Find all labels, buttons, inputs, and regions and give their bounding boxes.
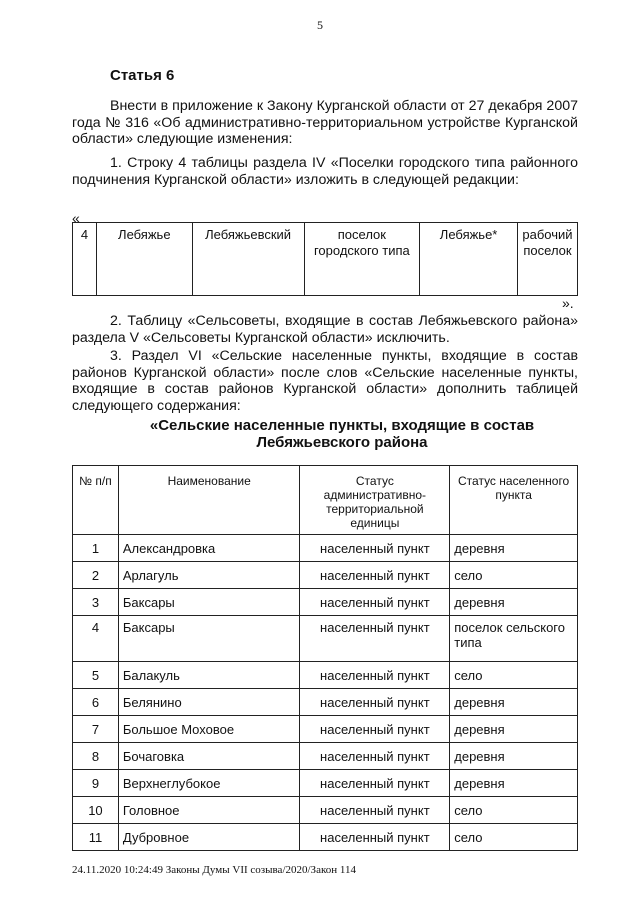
table-cell: рабочий поселок — [517, 223, 577, 296]
table-row — [73, 824, 578, 851]
settlement-name: Баксары — [118, 616, 300, 662]
table-cell: 4 — [73, 223, 97, 296]
admin-status: населенный пункт — [300, 797, 450, 824]
column-header: Статус населенного пункта — [450, 466, 578, 535]
page-number: 5 — [317, 18, 323, 32]
admin-status: населенный пункт — [300, 535, 450, 562]
admin-status: населенный пункт — [300, 616, 450, 662]
intro-paragraph: Внести в приложение к Закону Курганской области от 27 декабря 2007 года № 316 «Об административно-территориальном устройстве Курганской области» следующие изменения: — [72, 98, 578, 147]
column-header: № п/п — [73, 466, 119, 535]
settlement-name: Баксары — [118, 589, 300, 616]
table-header-row — [73, 466, 578, 535]
admin-status: населенный пункт — [300, 716, 450, 743]
table-title — [72, 417, 612, 451]
table-row — [73, 535, 578, 562]
table-row — [73, 797, 578, 824]
settlement-name: Дубровное — [118, 824, 300, 851]
row-number: 4 — [73, 616, 119, 662]
admin-status: населенный пункт — [300, 824, 450, 851]
table-row — [73, 616, 578, 662]
admin-status: населенный пункт — [300, 743, 450, 770]
table-cell: Лебяжьевский — [192, 223, 304, 296]
row-number: 6 — [73, 689, 119, 716]
quote-open: « — [72, 210, 80, 226]
table-title-line-1: «Сельские населенные пункты, входящие в состав — [149, 417, 535, 434]
settlement-type: деревня — [450, 589, 578, 616]
settlement-name: Александровка — [118, 535, 300, 562]
settlement-name: Арлагуль — [118, 562, 300, 589]
settlement-name: Головное — [118, 797, 300, 824]
settlement-type: деревня — [450, 535, 578, 562]
item-3-paragraph: 3. Раздел VI «Сельские населенные пункты, входящие в состав районов Курганской области» после слов «Сельские населенные пункты, входящие в состав районов Курганской области» дополнить таблицей следующего содержания: — [72, 348, 578, 414]
settlement-name: Балакуль — [118, 662, 300, 689]
table-cell: Лебяжье — [96, 223, 192, 296]
settlement-type: село — [450, 824, 578, 851]
settlement-type: село — [450, 797, 578, 824]
settlement-name: Верхнеглубокое — [118, 770, 300, 797]
row-number: 9 — [73, 770, 119, 797]
admin-status: населенный пункт — [300, 770, 450, 797]
quote-close: ». — [562, 295, 574, 311]
footer-stamp: 24.11.2020 10:24:49 Законы Думы VII созыва/2020/Закон 114 — [72, 864, 356, 876]
row-number: 8 — [73, 743, 119, 770]
table-row — [73, 589, 578, 616]
settlement-type: село — [450, 662, 578, 689]
table-row — [73, 770, 578, 797]
row-number: 3 — [73, 589, 119, 616]
item-1-paragraph: 1. Строку 4 таблицы раздела IV «Поселки городского типа районного подчинения Курганской области» изложить в следующей редакции: — [72, 155, 578, 188]
settlement-name: Большое Моховое — [118, 716, 300, 743]
settlement-type: село — [450, 562, 578, 589]
table-row — [73, 562, 578, 589]
settlement-type: деревня — [450, 689, 578, 716]
settlements-table — [72, 465, 578, 851]
row-number: 10 — [73, 797, 119, 824]
admin-status: населенный пункт — [300, 689, 450, 716]
table-cell: Лебяжье* — [420, 223, 518, 296]
table-cell: поселок городского типа — [304, 223, 420, 296]
table-row — [73, 223, 578, 296]
column-header: Статус административно-территориальной единицы — [300, 466, 450, 535]
settlement-type: деревня — [450, 770, 578, 797]
table-row — [73, 743, 578, 770]
row-number: 2 — [73, 562, 119, 589]
row-number: 7 — [73, 716, 119, 743]
settlement-type: деревня — [450, 743, 578, 770]
table-row — [73, 662, 578, 689]
table-row — [73, 716, 578, 743]
settlement-type: деревня — [450, 716, 578, 743]
table-title-line-2: Лебяжьевского района — [256, 434, 428, 451]
column-header: Наименование — [118, 466, 300, 535]
admin-status: населенный пункт — [300, 589, 450, 616]
row-number: 1 — [73, 535, 119, 562]
settlement-name: Бочаговка — [118, 743, 300, 770]
admin-status: населенный пункт — [300, 562, 450, 589]
settlement-name: Белянино — [118, 689, 300, 716]
row-number: 5 — [73, 662, 119, 689]
item-2-paragraph: 2. Таблицу «Сельсоветы, входящие в состав Лебяжьевского района» раздела V «Сельсоветы Курганской области» исключить. — [72, 313, 578, 346]
article-heading: Статья 6 — [110, 67, 175, 84]
replacement-row-table — [72, 222, 578, 296]
settlement-type: поселок сельского типа — [450, 616, 578, 662]
row-number: 11 — [73, 824, 119, 851]
admin-status: населенный пункт — [300, 662, 450, 689]
table-row — [73, 689, 578, 716]
